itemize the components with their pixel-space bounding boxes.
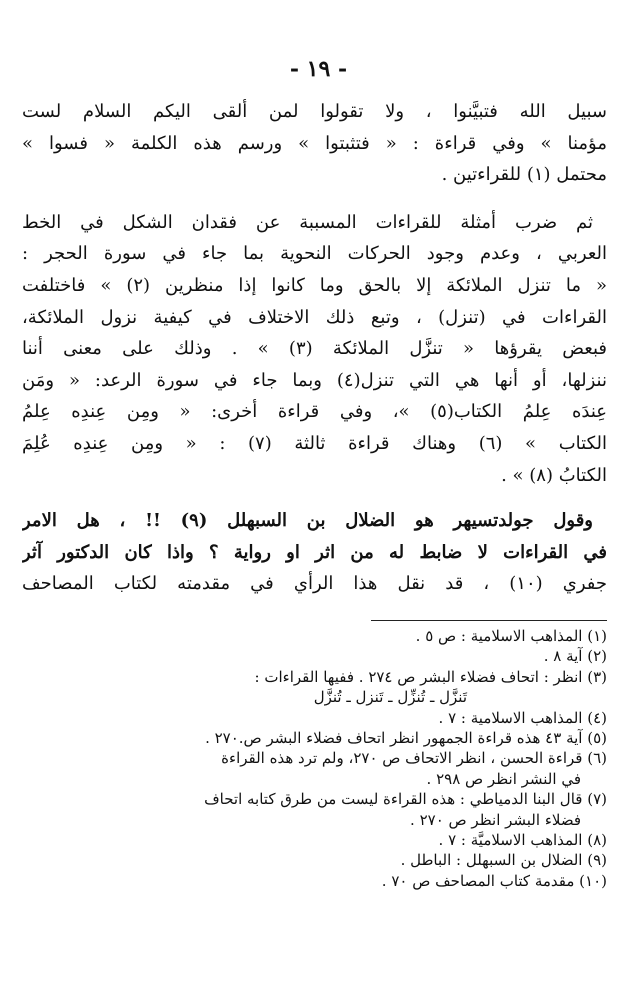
- text-line: محتمل (١) للقراءتين .: [441, 164, 607, 186]
- text-line: في القراءات لا ضابط له من اثر او رواية ؟ واذا كان الدكتور آثر: [22, 541, 607, 563]
- footnote-item: (٦) قراءة الحسن ، انظر الاتحاف ص ٢٧٠، ولم ترد هذه القراءة: [221, 749, 607, 768]
- footnote-item: (٣) انظر : اتحاف فضلاء البشر ص ٢٧٤ . ففيها القراءات :: [254, 667, 607, 686]
- page-number: - ١٩ -: [289, 56, 348, 82]
- paragraph-2: [22, 207, 607, 491]
- footnote-item: (٢) آية ٨ .: [543, 647, 607, 666]
- text-line: عِندَه عِلمُ الكتاب(٥) »، وفي قراءة أخرى: « ومِن عِندِه عِلمُ: [22, 401, 607, 423]
- text-line: جفري (١٠) ، قد نقل هذا الرأي في مقدمته لكتاب المصاحف: [22, 573, 607, 595]
- text-line: ثم ضرب أمثلة للقراءات المسببة عن فقدان الشكل في الخط: [22, 211, 593, 233]
- footnote-continuation: تَنزَّل ـ تُنزِّل ـ تَنزل ـ تُنزَّل: [313, 688, 467, 707]
- text-line: « ما تنزل الملائكة إلا بالحق وما كانوا إذا منظرين (٢) » فاختلفت: [22, 274, 607, 296]
- text-line: سبيل الله فتبيَّنوا ، ولا تقولوا لمن ألقى اليكم السلام لست: [22, 101, 607, 122]
- footnote-item: (٩) الضلال بن السبهلل : الباطل .: [400, 851, 607, 870]
- main-text: [22, 96, 607, 600]
- footnote-item: (١٠) مقدمة كتاب المصاحف ص ٧٠ .: [381, 871, 607, 890]
- text-line: العربي ، وعدم وجود الحركات النحوية بما جاء في سورة الحجر :: [22, 243, 607, 265]
- footnote-item: (٥) آية ٤٣ هذه قراءة الجمهور انظر اتحاف فضلاء البشر ص.٢٧٠ .: [205, 729, 607, 748]
- footnotes-list: [22, 626, 607, 891]
- footnote-item: (٨) المذاهب الاسلاميَّة : ٧ .: [438, 831, 607, 850]
- paragraph-3: [22, 505, 607, 600]
- text-line: مؤمنا » وفي قراءة : « فتثبتوا » ورسم هذه الكلمة « فسوا »: [22, 132, 607, 154]
- footnote-item: (٧) قال البنا الدمياطي : هذه القراءة ليست من طرق كتابه اتحاف: [204, 790, 607, 809]
- footnote-item: (٤) المذاهب الاسلامية : ٧ .: [438, 708, 607, 727]
- text-line: ننزلها، أو أنها هي التي تنزل(٤) وبما جاء في سورة الرعد: « ومَن: [22, 369, 607, 391]
- footnote-divider: [371, 620, 607, 621]
- footnote-continuation: في النشر انظر ص ٢٩٨ .: [426, 769, 581, 788]
- footnote-item: (١) المذاهب الاسلامية : ص ٥ .: [415, 627, 607, 645]
- text-line: القراءات في (تنزل) ، وتبع ذلك الاختلاف في كيفية نزول الملائكة،: [22, 306, 607, 328]
- paragraph-1: [22, 96, 607, 191]
- text-line: الكتاب » (٦) وهناك قراءة ثالثة (٧) : « ومِن عِندِه عُلِمَ: [22, 432, 607, 454]
- text-line: فبعض يقرؤها « تنزَّل الملائكة (٣) » . وذلك على معنى أننا: [22, 338, 607, 360]
- text-line: الكتابُ (٨) » .: [501, 464, 607, 486]
- text-line: وقول جولدتسيهر هو الضلال بن السبهلل (٩) !! ، هل الامر: [22, 510, 593, 532]
- footnote-continuation: فضلاء البشر انظر ص ٢٧٠ .: [410, 810, 581, 829]
